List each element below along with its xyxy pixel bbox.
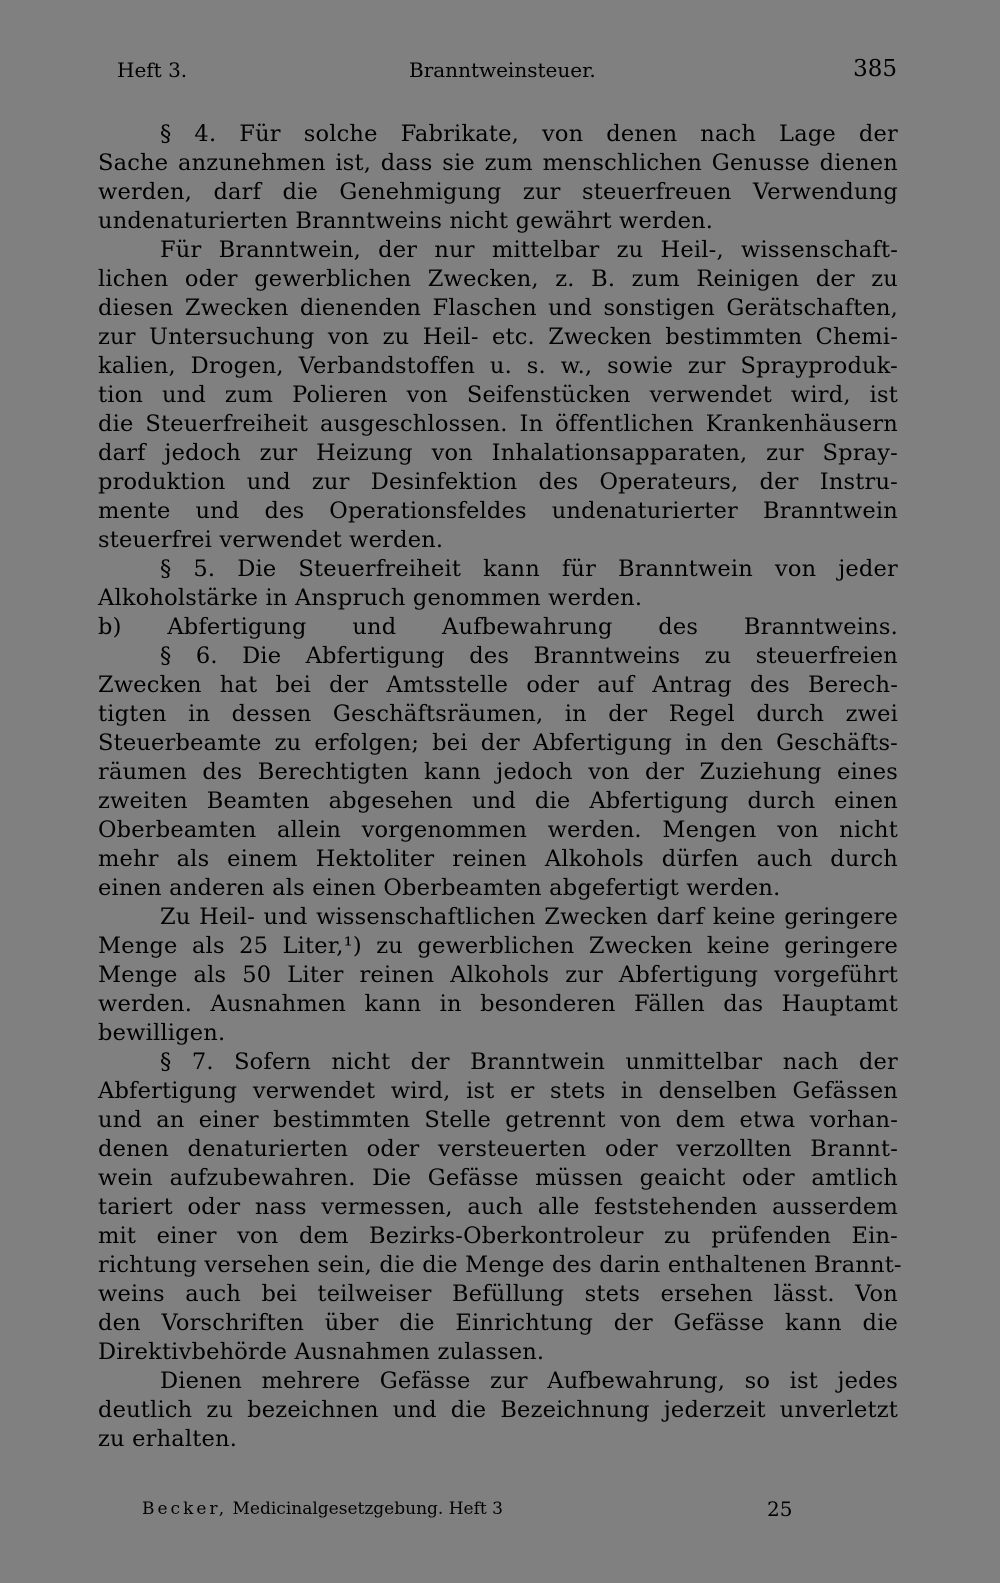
text-line: Zwecken hat bei der Amtsstelle oder auf Antrag des Berech- [98,672,898,698]
text-line: Menge als 50 Liter reinen Alkohols zur Abfertigung vorgeführt [98,962,898,988]
text-line: produktion und zur Desinfektion des Operateurs, der Instru- [98,469,898,495]
header-issue: Heft 3. [117,58,188,82]
text-line: die Steuerfreiheit ausgeschlossen. In öffentlichen Krankenhäusern [98,411,898,437]
text-line: einen anderen als einen Oberbeamten abgefertigt werden. [98,875,781,901]
text-line: § 5. Die Steuerfreiheit kann für Branntwein von jeder [160,556,898,582]
text-line: bewilligen. [98,1020,226,1046]
text-line: § 6. Die Abfertigung des Branntweins zu steuerfreien [160,643,898,669]
text-line: mente und des Operationsfeldes undenaturierter Branntwein [98,498,898,524]
header-title: Branntweinsteuer. [409,58,596,82]
footer-title: Medicinalgesetzgebung. Heft 3 [232,1499,503,1519]
body-text [98,120,902,1454]
text-line: zu erhalten. [98,1426,238,1452]
text-line: weins auch bei teilweiser Befüllung stets ersehen lässt. Von [98,1281,898,1307]
text-line: Für Branntwein, der nur mittelbar zu Heil-, wissenschaft- [160,237,898,263]
text-line: diesen Zwecken dienenden Flaschen und sonstigen Gerätschaften, [98,295,898,321]
text-line: darf jedoch zur Heizung von Inhalationsapparaten, zur Spray- [98,440,898,466]
text-line: Alkoholstärke in Anspruch genommen werden. [98,585,643,611]
text-line: tigten in dessen Geschäftsräumen, in der Regel durch zwei [98,701,898,727]
text-line: werden, darf die Genehmigung zur steuerfreuen Verwendung [98,179,898,205]
text-line: Oberbeamten allein vorgenommen werden. Mengen von nicht [98,817,898,843]
footer-author: Becker, [142,1499,228,1519]
footer-citation [142,1499,503,1519]
text-line: zweiten Beamten abgesehen und die Abfertigung durch einen [98,788,898,814]
text-line: den Vorschriften über die Einrichtung der Gefässe kann die [98,1310,898,1336]
text-line: b) Abfertigung und Aufbewahrung des Branntweins. [98,614,898,640]
text-line: Dienen mehrere Gefässe zur Aufbewahrung, so ist jedes [160,1368,898,1394]
text-line: zur Untersuchung von zu Heil- etc. Zwecken bestimmten Chemi- [98,324,898,350]
page-footer [142,1497,802,1525]
text-line: werden. Ausnahmen kann in besonderen Fällen das Hauptamt [98,991,898,1017]
text-line: Abfertigung verwendet wird, ist er stets in denselben Gefässen [98,1078,898,1104]
text-line: Direktivbehörde Ausnahmen zulassen. [98,1339,545,1365]
text-line: deutlich zu bezeichnen und die Bezeichnung jederzeit unverletzt [98,1397,898,1423]
text-line: mit einer von dem Bezirks-Oberkontroleur zu prüfenden Ein- [98,1223,898,1249]
running-header [117,58,897,88]
text-line: steuerfrei verwendet werden. [98,527,444,553]
text-line: § 7. Sofern nicht der Branntwein unmittelbar nach der [160,1049,898,1075]
text-line: tariert oder nass vermessen, auch alle feststehenden ausserdem [98,1194,898,1220]
text-line: Zu Heil- und wissenschaftlichen Zwecken darf keine geringere [160,904,898,930]
text-line: Menge als 25 Liter,¹) zu gewerblichen Zwecken keine geringere [98,933,898,959]
signature-mark: 25 [767,1497,793,1521]
text-line: Sache anzunehmen ist, dass sie zum menschlichen Genusse dienen [98,150,898,176]
text-line: kalien, Drogen, Verbandstoffen u. s. w., sowie zur Sprayproduk- [98,353,898,379]
text-line: richtung versehen sein, die die Menge des darin enthaltenen Brannt- [98,1252,902,1278]
text-line: undenaturierten Branntweins nicht gewährt werden. [98,208,714,234]
text-line: mehr als einem Hektoliter reinen Alkohols dürfen auch durch [98,846,898,872]
text-line: denen denaturierten oder versteuerten oder verzollten Brannt- [98,1136,898,1162]
text-line: tion und zum Polieren von Seifenstücken verwendet wird, ist [98,382,898,408]
text-line: und an einer bestimmten Stelle getrennt von dem etwa vorhan- [98,1107,898,1133]
text-line: Steuerbeamte zu erfolgen; bei der Abfertigung in den Geschäfts- [98,730,898,756]
text-line: räumen des Berechtigten kann jedoch von der Zuziehung eines [98,759,898,785]
text-line: wein aufzubewahren. Die Gefässe müssen geaicht oder amtlich [98,1165,898,1191]
text-line: § 4. Für solche Fabrikate, von denen nach Lage der [160,121,898,147]
text-line: lichen oder gewerblichen Zwecken, z. B. zum Reinigen der zu [98,266,898,292]
page-number: 385 [853,56,897,82]
